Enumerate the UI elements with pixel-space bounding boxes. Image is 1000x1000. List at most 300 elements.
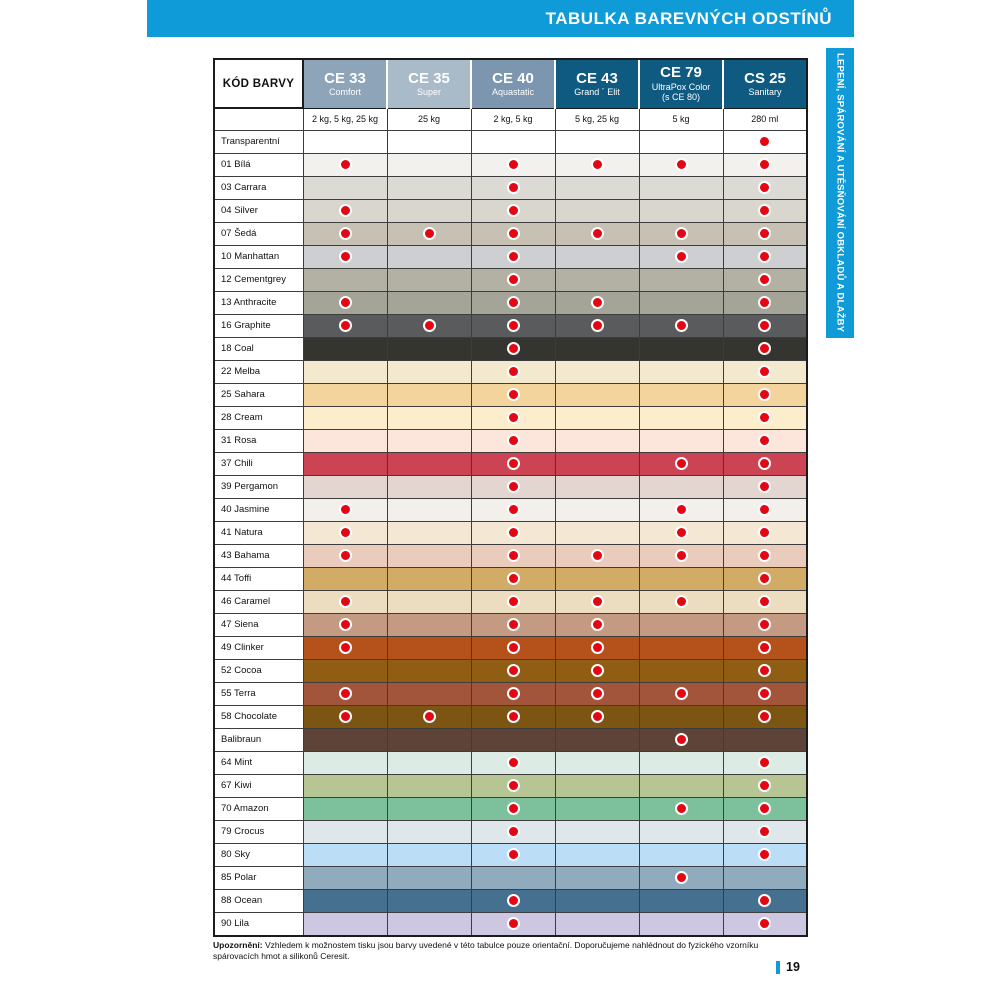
availability-cell [387,590,471,613]
availability-dot [339,549,352,562]
availability-cell [387,820,471,843]
availability-cell [471,429,555,452]
footnote-label: Upozornění: [213,940,263,950]
availability-cell [471,889,555,912]
availability-dot [758,894,771,907]
availability-dot [507,503,520,516]
color-row-label: 16 Graphite [214,314,303,337]
availability-cell [471,659,555,682]
availability-dot [507,710,520,723]
availability-dot [675,687,688,700]
availability-cell [555,705,639,728]
availability-dot [758,664,771,677]
availability-cell [555,314,639,337]
availability-cell [639,820,723,843]
availability-dot [507,204,520,217]
column-header-ce-43 [555,59,639,108]
color-row [214,613,807,636]
availability-dot [591,641,604,654]
availability-cell [639,751,723,774]
color-row [214,222,807,245]
product-code: CE 43 [576,69,618,87]
color-row [214,314,807,337]
availability-cell [723,199,807,222]
color-row-label: Transparentní [214,130,303,153]
availability-cell [387,636,471,659]
availability-dot [591,296,604,309]
availability-cell [639,406,723,429]
availability-dot [339,296,352,309]
color-row-label: 55 Terra [214,682,303,705]
availability-cell [639,613,723,636]
availability-dot [758,273,771,286]
availability-dot [507,411,520,424]
availability-cell [723,130,807,153]
availability-cell [387,199,471,222]
availability-dot [758,618,771,631]
availability-cell [639,521,723,544]
availability-cell [387,245,471,268]
availability-dot [507,319,520,332]
color-row-label: Balibraun [214,728,303,751]
availability-dot [339,526,352,539]
color-row-label: 10 Manhattan [214,245,303,268]
availability-dot [507,641,520,654]
column-header-ce-33 [303,59,387,108]
product-name: Comfort [328,86,361,97]
availability-cell [387,383,471,406]
availability-dot [758,526,771,539]
color-row-label: 03 Carrara [214,176,303,199]
availability-cell [639,797,723,820]
availability-cell [387,797,471,820]
availability-dot [758,917,771,930]
availability-dot [507,342,520,355]
color-row-label: 80 Sky [214,843,303,866]
availability-cell [639,222,723,245]
availability-cell [387,728,471,751]
availability-cell [639,682,723,705]
availability-cell [723,337,807,360]
color-row [214,429,807,452]
availability-cell [555,291,639,314]
product-code: CE 35 [408,69,450,87]
availability-dot [591,664,604,677]
availability-cell [471,544,555,567]
availability-cell [471,452,555,475]
color-row [214,268,807,291]
availability-cell [471,521,555,544]
color-row-label: 47 Siena [214,613,303,636]
package-size-cell: 2 kg, 5 kg [471,108,555,130]
availability-cell [303,406,387,429]
availability-cell [471,613,555,636]
availability-dot [758,457,771,470]
availability-dot [507,756,520,769]
color-row-label: 67 Kiwi [214,774,303,797]
availability-dot [423,710,436,723]
availability-cell [387,130,471,153]
product-name: UltraPox Color [651,81,711,92]
availability-cell [639,498,723,521]
availability-dot [758,434,771,447]
availability-cell [303,521,387,544]
color-row [214,843,807,866]
availability-dot [675,250,688,263]
availability-dot [339,687,352,700]
availability-dot [339,250,352,263]
color-row [214,452,807,475]
availability-cell [639,153,723,176]
top-banner [147,0,854,37]
availability-dot [507,250,520,263]
availability-cell [639,912,723,936]
availability-dot [758,250,771,263]
color-row-label: 18 Coal [214,337,303,360]
color-row [214,475,807,498]
availability-cell [471,153,555,176]
availability-cell [555,912,639,936]
availability-cell [387,912,471,936]
availability-cell [387,544,471,567]
availability-cell [303,176,387,199]
availability-cell [471,199,555,222]
availability-cell [303,636,387,659]
availability-cell [303,452,387,475]
availability-cell [303,153,387,176]
availability-cell [723,659,807,682]
availability-cell [303,544,387,567]
table-header-row [214,59,807,108]
color-row-label: 43 Bahama [214,544,303,567]
availability-cell [471,866,555,889]
availability-dot [758,135,771,148]
color-row-label: 40 Jasmine [214,498,303,521]
availability-cell [471,383,555,406]
availability-cell [555,176,639,199]
color-row-label: 46 Caramel [214,590,303,613]
availability-cell [639,337,723,360]
availability-cell [723,429,807,452]
color-row [214,337,807,360]
availability-cell [723,153,807,176]
availability-dot [507,687,520,700]
availability-cell [723,728,807,751]
availability-dot [758,342,771,355]
availability-cell [723,544,807,567]
availability-dot [591,227,604,240]
color-row-label: 85 Polar [214,866,303,889]
availability-cell [723,705,807,728]
availability-dot [758,365,771,378]
availability-dot [758,388,771,401]
color-row [214,521,807,544]
availability-cell [303,245,387,268]
color-row-label: 37 Chili [214,452,303,475]
availability-cell [639,590,723,613]
color-row [214,153,807,176]
column-header-ce-40 [471,59,555,108]
availability-cell [387,521,471,544]
availability-dot [591,687,604,700]
availability-cell [639,544,723,567]
side-tab-label: LEPENÍ, SPÁROVÁNÍ A UTĚSŇOVÁNÍ OBKLADŮ A DLAŽBY [834,53,846,333]
availability-cell [303,889,387,912]
product-name: Aquastatic [491,86,535,97]
availability-cell [303,337,387,360]
availability-dot [591,710,604,723]
availability-dot [507,572,520,585]
availability-cell [723,820,807,843]
availability-cell [387,337,471,360]
availability-cell [303,130,387,153]
availability-cell [387,452,471,475]
availability-cell [471,728,555,751]
availability-dot [758,503,771,516]
availability-cell [303,705,387,728]
availability-cell [387,682,471,705]
package-size-row [214,108,807,130]
page-number [776,960,800,974]
color-row [214,291,807,314]
availability-dot [423,319,436,332]
availability-cell [387,774,471,797]
availability-cell [723,590,807,613]
availability-cell [303,199,387,222]
color-row-label: 01 Bílá [214,153,303,176]
availability-cell [387,360,471,383]
availability-dot [675,526,688,539]
color-row [214,498,807,521]
availability-cell [555,222,639,245]
color-row [214,912,807,936]
availability-cell [387,843,471,866]
availability-dot [591,595,604,608]
availability-dot [339,641,352,654]
availability-dot [507,549,520,562]
color-row [214,544,807,567]
availability-cell [471,774,555,797]
availability-dot [758,227,771,240]
color-row [214,820,807,843]
availability-dot [591,158,604,171]
availability-cell [471,912,555,936]
availability-cell [471,636,555,659]
availability-cell [723,613,807,636]
availability-cell [639,866,723,889]
color-row-label: 31 Rosa [214,429,303,452]
availability-dot [339,618,352,631]
availability-cell [723,498,807,521]
availability-cell [555,820,639,843]
product-name-extra: (s CE 80) [661,92,700,103]
availability-dot [758,572,771,585]
availability-cell [555,360,639,383]
availability-cell [555,498,639,521]
availability-dot [423,227,436,240]
availability-cell [303,314,387,337]
availability-cell [387,176,471,199]
availability-cell [303,383,387,406]
availability-dot [507,457,520,470]
availability-dot [507,480,520,493]
availability-cell [303,659,387,682]
availability-cell [639,429,723,452]
availability-dot [675,319,688,332]
availability-dot [675,158,688,171]
availability-cell [555,337,639,360]
availability-cell [303,475,387,498]
availability-dot [339,227,352,240]
availability-cell [639,659,723,682]
availability-dot [758,204,771,217]
availability-cell [303,360,387,383]
availability-dot [507,664,520,677]
availability-cell [471,291,555,314]
availability-cell [471,245,555,268]
availability-dot [675,457,688,470]
availability-cell [723,291,807,314]
availability-cell [303,222,387,245]
availability-cell [723,314,807,337]
availability-cell [387,429,471,452]
availability-dot [758,158,771,171]
color-row-label: 12 Cementgrey [214,268,303,291]
availability-cell [723,866,807,889]
availability-cell [555,130,639,153]
footnote-text: Vzhledem k možnostem tisku jsou barvy uvedené v této tabulce pouze orientační. Doporučujeme nahlédnout do fyzického vzorníku spárovacích hmot a silikonů Ceresit. [213,940,759,961]
availability-cell [723,636,807,659]
availability-dot [507,296,520,309]
availability-cell [639,199,723,222]
color-row-label: 13 Anthracite [214,291,303,314]
availability-cell [471,130,555,153]
availability-cell [555,590,639,613]
availability-dot [339,204,352,217]
availability-dot [507,848,520,861]
color-row-label: 58 Chocolate [214,705,303,728]
color-row [214,866,807,889]
availability-cell [303,613,387,636]
color-row-label: 52 Cocoa [214,659,303,682]
availability-dot [339,319,352,332]
availability-cell [471,590,555,613]
availability-dot [339,710,352,723]
color-row [214,406,807,429]
availability-cell [723,912,807,936]
availability-cell [555,521,639,544]
availability-cell [387,406,471,429]
availability-cell [639,291,723,314]
availability-cell [555,613,639,636]
availability-cell [471,751,555,774]
availability-cell [471,268,555,291]
availability-dot [758,480,771,493]
availability-cell [387,866,471,889]
availability-cell [303,268,387,291]
color-row [214,567,807,590]
availability-cell [639,728,723,751]
availability-dot [758,779,771,792]
availability-cell [303,751,387,774]
availability-cell [639,245,723,268]
availability-dot [507,158,520,171]
availability-cell [387,659,471,682]
availability-cell [555,567,639,590]
availability-cell [723,268,807,291]
color-shade-table [213,58,808,937]
availability-dot [758,319,771,332]
availability-cell [723,383,807,406]
availability-dot [758,296,771,309]
color-row [214,889,807,912]
product-code: CE 33 [324,69,366,87]
color-row [214,774,807,797]
availability-dot [507,825,520,838]
availability-cell [555,866,639,889]
availability-cell [387,475,471,498]
availability-cell [471,843,555,866]
product-name: Grand ´ Elit [574,86,620,97]
availability-dot [339,595,352,608]
availability-cell [555,199,639,222]
availability-cell [471,567,555,590]
availability-cell [723,521,807,544]
availability-cell [471,176,555,199]
availability-cell [639,452,723,475]
availability-dot [758,549,771,562]
availability-cell [639,360,723,383]
availability-cell [555,245,639,268]
availability-cell [639,636,723,659]
availability-dot [507,802,520,815]
color-row [214,751,807,774]
availability-cell [555,889,639,912]
color-row-label: 39 Pergamon [214,475,303,498]
availability-dot [507,917,520,930]
availability-cell [723,475,807,498]
package-size-cell: 5 kg, 25 kg [555,108,639,130]
availability-cell [723,843,807,866]
color-row [214,245,807,268]
availability-cell [639,475,723,498]
availability-cell [471,475,555,498]
availability-cell [723,797,807,820]
availability-cell [639,383,723,406]
availability-cell [387,498,471,521]
availability-dot [507,618,520,631]
availability-cell [723,452,807,475]
availability-cell [471,360,555,383]
availability-cell [555,682,639,705]
availability-cell [471,820,555,843]
availability-cell [303,866,387,889]
availability-dot [758,756,771,769]
availability-cell [387,314,471,337]
product-name: Sanitary [748,86,782,97]
color-row [214,590,807,613]
availability-cell [387,268,471,291]
availability-cell [555,843,639,866]
product-code: CS 25 [744,69,786,87]
availability-cell [723,889,807,912]
availability-dot [758,181,771,194]
availability-dot [507,894,520,907]
availability-dot [758,595,771,608]
availability-dot [675,733,688,746]
availability-cell [639,705,723,728]
availability-dot [591,549,604,562]
